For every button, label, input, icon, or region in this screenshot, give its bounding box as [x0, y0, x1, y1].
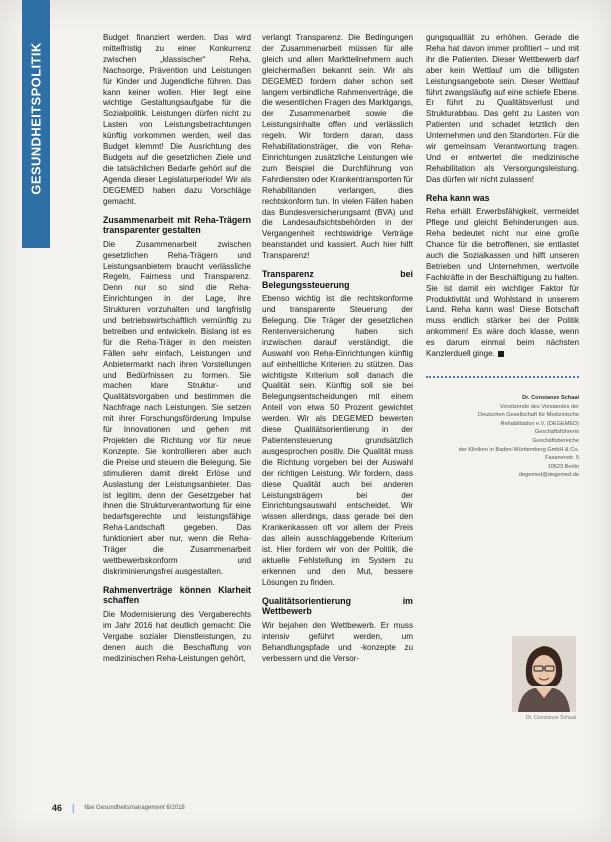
- author-name: Dr. Constanze Schaal: [522, 394, 579, 401]
- footer-divider: |: [72, 803, 75, 813]
- page-number: 46: [52, 803, 63, 813]
- paragraph-qualitaetsorientierung: Wir bejahen den Wettbewerb. Er muss intensiv geführt werden, um Behandlungspfade und -konzepte zu verbessern und die Versor-: [262, 620, 413, 663]
- column-2-intro: verlangt Transparenz. Die Bedingungen der Zusammenarbeit müssen für alle gleich und allen Marktteilnehmern auch gleichermaßen bekannt sein. Wir als DEGEMED fordern daher schon seit langem verbindliche Rahmenverträge, die die wesentlichen Fragen des Marktgangs, der Zusammenarbeit sowie die Leistungsinhalte offen und verlässlich regeln. Wir fordern daran, dass Rehabilitationsträger, die von Reha-Einrichtungen zusätzliche Leistungen wie zum Beispiel die Durchführung von Fahrdiensten oder Krankentransporten für Rehabilitanden verlangen, dies rechtskonform tun. In vielen Fällen haben das Bundesversicherungsamt (BVA) und die Landesaufsichtsbehörden in der Vergangenheit rechtswidrige Verträge beanstandet und kassiert. Auch hier hilft Transparenz!: [262, 33, 413, 261]
- paragraph-belegungssteuerung: Ebenso wichtig ist die rechtskonforme und transparente Steuerung der Belegung. Die Träger der gesetzlichen Rentenversicherung haben sich inzwischen darauf verständigt, die Auswahl von Reha-Einrichtungen künftig auf einheitliche Kriterien zu stützen. Das wichtigste Kriterium soll danach die Qualität sein. Künftig soll sie bei Belegungsentscheidungen mit einem Anteil von etwa 50 Prozent gewichtet werden. Wir als DEGEMED bewerten diese Qualitätsorientierung in der Patientensteuerung grundsätzlich ausgesprochen positiv. Die Qualität muss die Richtung vorgeben bei der Auswahl der richtigen Leistung. Wir fordern, dass diese Qualität auch bei anderen Leistungsträgern bei der Einrichtungsauswahl entscheidet. Wir wissen allerdings, dass gerade bei den Krankenkassen oft vor allem der Preis das allein ausschlaggebende Kriterium ist. Hier fordern wir von der Politik, die aktuelle Fehlstellung im System zu erkennen und den Mut, bessere Lösungen zu finden.: [262, 294, 413, 587]
- end-of-article-mark: [498, 351, 504, 357]
- column-3-intro: gungsqualität zu erhöhen. Gerade die Reha hat davon immer profitiert – und mit ihr die Patienten. Dieser Wettbewerb darf aber kein Wettlauf um die billigsten Leistungsangebote sein. Dieser Wettlauf führt zwangsläufig auf eine schiefe Ebene. Er führt zu Qualitätsverlust und Strukturabbau. Das geht zu Lasten von Patienten und schadet letztlich den Unternehmen und den Standorten. Für die wir gemeinsam Verantwortung tragen. Und er entwertet die medizinische Rehabilitation als Versorgungsleistung. Das dürfen wir nicht zulassen!: [426, 33, 579, 184]
- author-line: Rehabilitation e.V. (DEGEMED): [500, 420, 579, 427]
- photo-caption: Dr. Constanze Schaal: [525, 715, 576, 721]
- paragraph-reha-kann-was: [426, 207, 579, 360]
- section-tab-label: GESUNDHEITSPOLITIK: [28, 41, 44, 195]
- column-3: [426, 33, 579, 480]
- author-line: 10623 Berlin: [547, 463, 579, 470]
- author-line: Vorsitzende des Vorstandes der: [500, 403, 579, 410]
- page-footer: [52, 803, 185, 813]
- publication-name: f&w Gesundheitsmanagement 6/2018: [84, 805, 185, 811]
- paragraph-reha-kann-was-text: Reha erhält Erwerbsfähigkeit, vermeidet Pflege und gleicht Behinderungen aus. Reha bedeutet nicht nur eine große Chance für die betroffenen, sie entlastet auch die Sozialkassen und hilft unseren Betrieben und Unternehmen, wertvolle Fachkräfte in der Beschäftigung zu halten. Sie ist damit ein wichtiger Faktor für Produktivität und Wohlstand in unserem Land. Reha kann was! Diese Botschaft muss endlich stärker bei der Politik ankommen! Es wäre doch klasse, wenn es darum einmal beim nächsten Kanzlerduell ginge.: [426, 207, 579, 359]
- author-email: degemed@degemed.de: [518, 472, 579, 479]
- heading-qualitaetsorientierung: Qualitätsorientierung im Wettbewerb: [262, 595, 413, 617]
- author-line: Deutschen Gesellschaft für Medizinische: [477, 412, 579, 419]
- author-photo: [512, 636, 576, 712]
- author-separator: [426, 376, 579, 378]
- author-line: Geschäftsführerin: [534, 429, 579, 436]
- section-tab: [22, 0, 50, 248]
- author-line: Fasanenstr. 5: [545, 455, 579, 462]
- author-box: [426, 394, 579, 480]
- column-1: [103, 33, 251, 669]
- column-2: [262, 33, 413, 669]
- paragraph-reha-traeger: Die Zusammenarbeit zwischen gesetzlichen Reha-Trägern und Leistungsanbietern braucht verlässliche Regeln, Fairness und Transparenz. Denn nur so sind die Reha-Einrichtungen in der Lage, ihre Strukturen vorzuhalten und langfristig und betriebswirtschaftlich vernünftig zu betreiben und entwickeln. Bislang ist es für die Reha-Träger in den meisten Fällen sehr einfach, Leistungen und Anbietermarkt nach ihren Vorstellungen und Bedürfnissen zu formen. Sie machen klare Struktur- und Qualitätsvorgaben und bestimmen die Nachfrage nach Leistungen. Sie setzen mit ihrer Forschungsförderung Impulse für Innovationen und gehen mit Projekten die Richtung vor für neue Konzepte. Sie kontrollieren aber auch die Preise und steuern die Belegung. Sie stimulieren damit direkt Erlöse und Auslastung der Leistungsanbieter. Das ist legitim, denn der Gesetzgeber hat ihnen die Strukturverantwortung für eine bedarfsgerechte und leistungsfähige Reha-Landschaft gegeben. Das funktioniert aber nur, wenn die Reha-Träger die Zusammenarbeit wettbewerbskonform und diskriminierungsfrei ausgestalten.: [103, 239, 251, 576]
- author-line: Geschäftsbereiche: [532, 437, 579, 444]
- heading-reha-traeger: Zusammenarbeit mit Reha-Trägern transparenter gestalten: [103, 214, 251, 236]
- portrait-image: [512, 636, 576, 712]
- paragraph-rahmenvertraege: Die Modernisierung des Vergaberechts im Jahr 2016 hat deutlich gemacht: Die Vergabe sozialer Dienstleistungen, zu denen auch die Beschaffung von medizinischen Reha-Leistungen gehört,: [103, 609, 251, 663]
- author-line: der Kliniken in Baden-Württemberg GmbH & Co.: [458, 446, 579, 453]
- heading-rahmenvertraege: Rahmenverträge können Klarheit schaffen: [103, 584, 251, 606]
- heading-belegungssteuerung: Transparenz bei Belegungssteuerung: [262, 269, 413, 290]
- heading-reha-kann-was: Reha kann was: [426, 192, 490, 203]
- column-1-intro: Budget finanziert werden. Das wird mittelfristig zu einer Konkurrenz zwischen „klassischer“ Reha, Nachsorge, Prävention und Leistungen für Kinder und Jugendliche führen. Das kann keiner wollen. Hier liegt eine wichtige Gestaltungsaufgabe für die Sozialpolitik. Leistungen dürfen nicht zu Lasten von Leistungsbetrachtungen künftig vorkommen werden, weil das Budget klemmt! Die Ausrichtung des Budgets auf die gesetzlichen Ziele und die tatsächlichen Bedarfe gehört auf die Agenda dieser Legislaturperiode! Wir als DEGEMED haben dazu Vorschläge gemacht.: [103, 33, 251, 206]
